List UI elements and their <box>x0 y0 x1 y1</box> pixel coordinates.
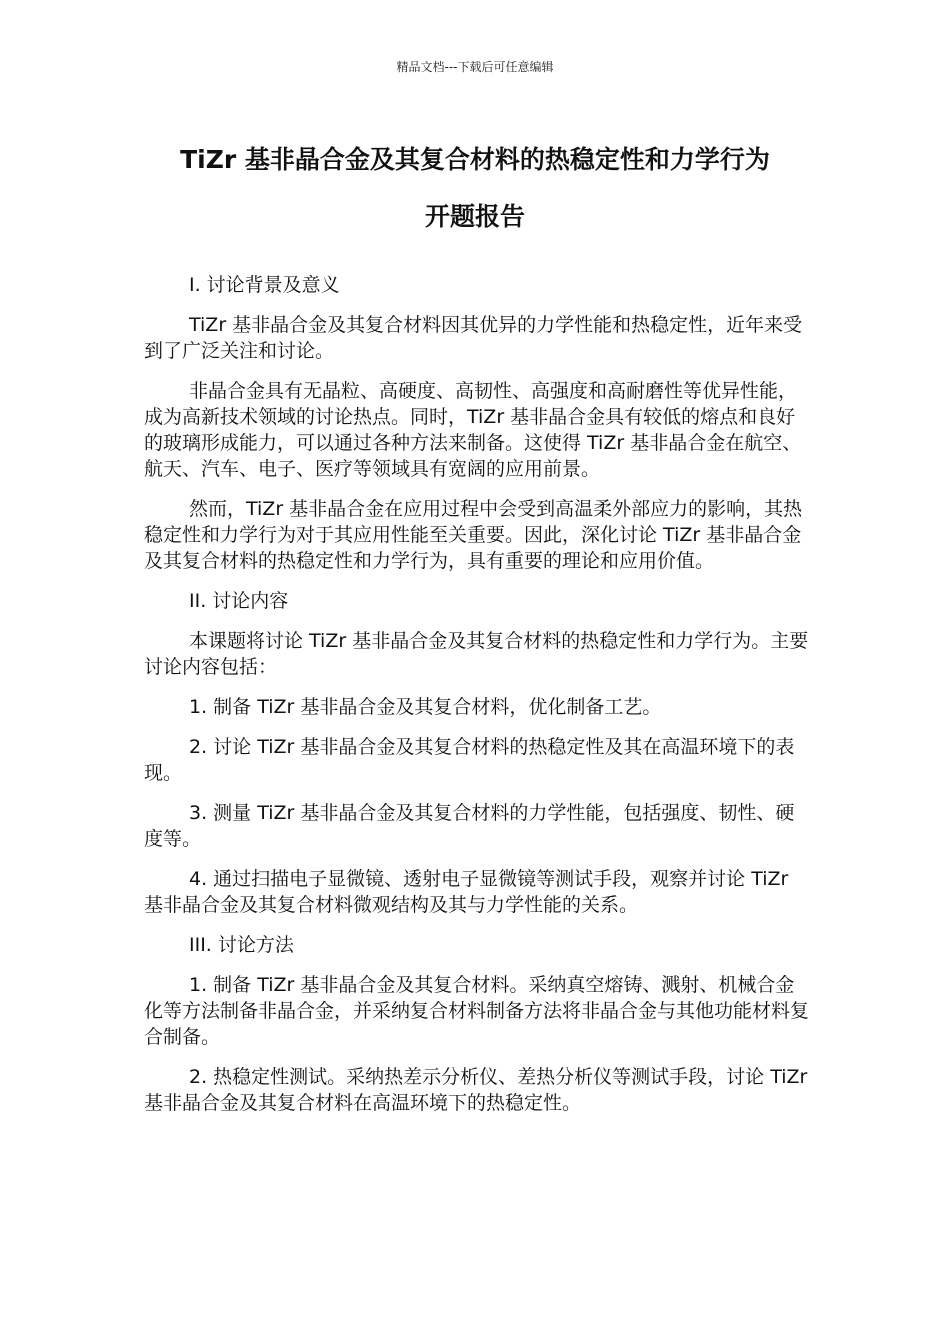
document-title-line2: 开题报告 <box>424 202 525 231</box>
section-heading-background: I. 讨论背景及意义 <box>189 274 340 296</box>
paragraph: TiZr 基非晶合金及其复合材料因其优异的力学性能和热稳定性，近年来受到了广泛关注和讨论。 <box>144 314 803 362</box>
header-note: 精品文档---下载后可任意编辑 <box>396 60 554 74</box>
paragraph: 非晶合金具有无晶粒、高硬度、高韧性、高强度和高耐磨性等优异性能，成为高新技术领域的讨论热点。同时，TiZr 基非晶合金具有较低的熔点和良好的玻璃形成能力，可以通过各种方法来制备。这使得 TiZr 基非晶合金在航空、航天、汽车、电子、医疗等领域具有宽阔的应用前景。 <box>144 380 802 480</box>
section-heading-methods: III. 讨论方法 <box>189 934 294 956</box>
section-heading-content: II. 讨论内容 <box>189 590 289 612</box>
document-body <box>144 272 809 1130</box>
list-item: 1. 制备 TiZr 基非晶合金及其复合材料。采纳真空熔铸、溅射、机械合金化等方法制备非晶合金，并采纳复合材料制备方法将非晶合金与其他功能材料复合制备。 <box>144 974 810 1048</box>
document-title-line1: TiZr 基非晶合金及其复合材料的热稳定性和力学行为 <box>180 145 770 174</box>
list-item: 4. 通过扫描电子显微镜、透射电子显微镜等测试手段，观察并讨论 TiZr 基非晶合金及其复合材料微观结构及其与力学性能的关系。 <box>144 868 789 916</box>
list-item: 1. 制备 TiZr 基非晶合金及其复合材料，优化制备工艺。 <box>189 696 662 718</box>
list-item: 2. 讨论 TiZr 基非晶合金及其复合材料的热稳定性及其在高温环境下的表现。 <box>144 736 795 784</box>
list-item: 3. 测量 TiZr 基非晶合金及其复合材料的力学性能，包括强度、韧性、硬度等。 <box>144 802 795 850</box>
list-item: 2. 热稳定性测试。采纳热差示分析仪、差热分析仪等测试手段，讨论 TiZr 基非晶合金及其复合材料在高温环境下的热稳定性。 <box>144 1066 808 1114</box>
paragraph: 然而，TiZr 基非晶合金在应用过程中会受到高温柔外部应力的影响，其热稳定性和力学行为对于其应用性能至关重要。因此，深化讨论 TiZr 基非晶合金及其复合材料的热稳定性和力学行为，具有重要的理论和应用价值。 <box>144 498 803 572</box>
paragraph: 本课题将讨论 TiZr 基非晶合金及其复合材料的热稳定性和力学行为。主要讨论内容包括： <box>144 630 809 678</box>
